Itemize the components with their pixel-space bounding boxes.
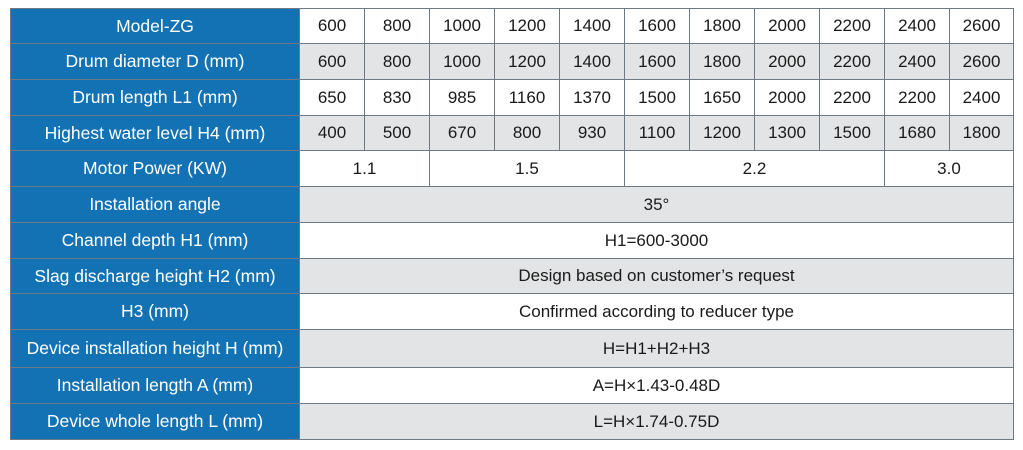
row-header: Highest water level H4 (mm) <box>11 116 300 151</box>
table-cell: 2.2 <box>625 151 885 187</box>
table-cell: 3.0 <box>885 151 1014 187</box>
table-row <box>11 44 1014 80</box>
table-cell: A=H×1.43-0.48D <box>300 368 1014 404</box>
table-row <box>11 404 1014 440</box>
row-header: Channel depth H1 (mm) <box>11 223 300 259</box>
table-cell: 600 <box>300 9 365 44</box>
table-cell: 1600 <box>625 9 690 44</box>
table-cell: 2000 <box>755 44 820 80</box>
table-cell: 2600 <box>950 44 1014 80</box>
table-cell: 2200 <box>820 80 885 116</box>
row-header: Installation angle <box>11 187 300 223</box>
table-cell: 35° <box>300 187 1014 223</box>
table-cell: 1000 <box>430 9 495 44</box>
table-cell: 830 <box>365 80 430 116</box>
table-row <box>11 259 1014 294</box>
table-cell: 650 <box>300 80 365 116</box>
table-cell: 1370 <box>560 80 625 116</box>
table-cell: 1160 <box>495 80 560 116</box>
table-cell: 1100 <box>625 116 690 151</box>
table-cell: 2200 <box>820 44 885 80</box>
spec-table <box>10 8 1014 440</box>
table-cell: 600 <box>300 44 365 80</box>
table-cell: 2400 <box>950 80 1014 116</box>
table-cell: H=H1+H2+H3 <box>300 330 1014 368</box>
row-header: Installation length A (mm) <box>11 368 300 404</box>
table-row <box>11 9 1014 44</box>
table-cell: 2400 <box>885 44 950 80</box>
table-cell: 1500 <box>820 116 885 151</box>
table-cell: H1=600-3000 <box>300 223 1014 259</box>
table-row <box>11 80 1014 116</box>
table-cell: 1400 <box>560 44 625 80</box>
table-cell: 2000 <box>755 80 820 116</box>
table-cell: 2000 <box>755 9 820 44</box>
table-cell: 1200 <box>495 9 560 44</box>
table-cell: 1680 <box>885 116 950 151</box>
table-cell: 2200 <box>885 80 950 116</box>
table-cell: 800 <box>495 116 560 151</box>
table-cell: 1800 <box>950 116 1014 151</box>
table-cell: 1400 <box>560 9 625 44</box>
table-row <box>11 223 1014 259</box>
table-cell: 800 <box>365 9 430 44</box>
row-header: H3 (mm) <box>11 294 300 330</box>
row-header: Motor Power (KW) <box>11 151 300 187</box>
table-row <box>11 368 1014 404</box>
table-cell: Confirmed according to reducer type <box>300 294 1014 330</box>
table-cell: 400 <box>300 116 365 151</box>
table-cell: 1600 <box>625 44 690 80</box>
table-cell: Design based on customer’s request <box>300 259 1014 294</box>
table-row <box>11 330 1014 368</box>
row-header: Slag discharge height H2 (mm) <box>11 259 300 294</box>
table-cell: L=H×1.74-0.75D <box>300 404 1014 440</box>
table-cell: 670 <box>430 116 495 151</box>
table-row <box>11 116 1014 151</box>
table-cell: 800 <box>365 44 430 80</box>
table-cell: 1.5 <box>430 151 625 187</box>
table-cell: 930 <box>560 116 625 151</box>
table-cell: 1800 <box>690 9 755 44</box>
table-cell: 985 <box>430 80 495 116</box>
row-header: Drum length L1 (mm) <box>11 80 300 116</box>
table-cell: 1800 <box>690 44 755 80</box>
table-cell: 1300 <box>755 116 820 151</box>
table-cell: 1200 <box>690 116 755 151</box>
table-row <box>11 294 1014 330</box>
table-cell: 1.1 <box>300 151 430 187</box>
table-cell: 1200 <box>495 44 560 80</box>
row-header: Drum diameter D (mm) <box>11 44 300 80</box>
table-row <box>11 151 1014 187</box>
table-cell: 2600 <box>950 9 1014 44</box>
table-row <box>11 187 1014 223</box>
table-cell: 1000 <box>430 44 495 80</box>
row-header: Device whole length L (mm) <box>11 404 300 440</box>
row-header: Device installation height H (mm) <box>11 330 300 368</box>
spec-table-body <box>11 9 1014 440</box>
table-cell: 1650 <box>690 80 755 116</box>
table-cell: 1500 <box>625 80 690 116</box>
table-cell: 2200 <box>820 9 885 44</box>
table-cell: 2400 <box>885 9 950 44</box>
row-header: Model-ZG <box>11 9 300 44</box>
table-cell: 500 <box>365 116 430 151</box>
